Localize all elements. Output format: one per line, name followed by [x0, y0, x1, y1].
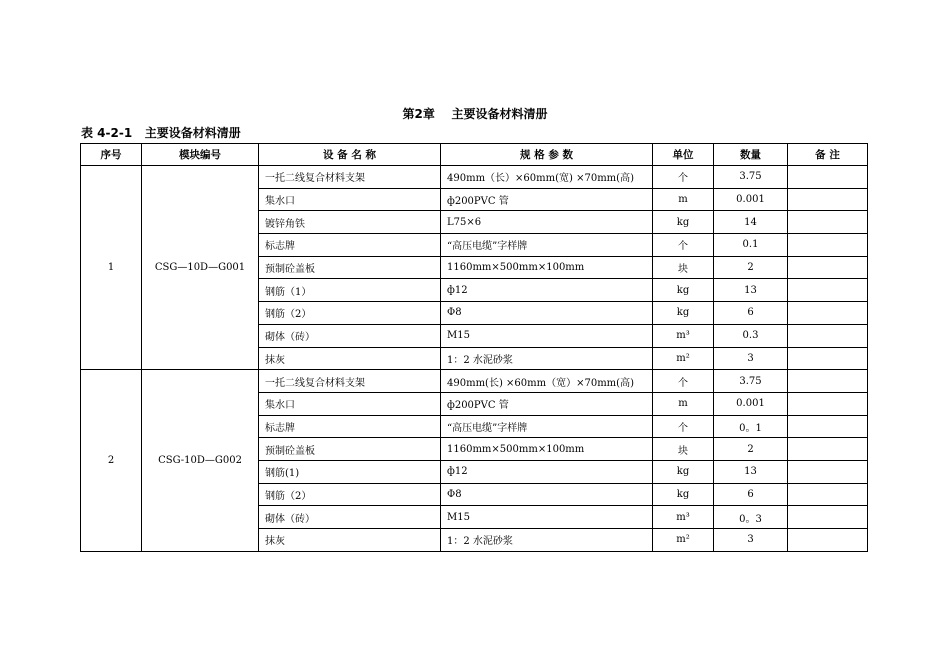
quantity-cell: 0.1 [714, 234, 788, 257]
module-code-cell: CSG-10D—G002 [142, 370, 259, 552]
note-cell [788, 415, 868, 438]
unit-cell: 块 [653, 438, 714, 461]
seq-cell: 2 [81, 370, 142, 552]
equipment-name-cell: 砌体（砖） [259, 324, 441, 347]
note-cell [788, 370, 868, 393]
equipment-name-cell: 集水口 [259, 392, 441, 415]
equipment-name-cell: 钢筋(1) [259, 460, 441, 483]
unit-cell: kg [653, 211, 714, 234]
unit-cell: 个 [653, 370, 714, 393]
note-cell [788, 211, 868, 234]
quantity-cell: 3.75 [714, 370, 788, 393]
materials-table [80, 143, 868, 552]
note-cell [788, 460, 868, 483]
note-cell [788, 347, 868, 370]
column-header-name: 设 备 名 称 [259, 144, 441, 166]
equipment-name-cell: 砌体（砖） [259, 506, 441, 529]
spec-cell: ф12 [441, 279, 653, 302]
quantity-cell: 13 [714, 279, 788, 302]
note-cell [788, 529, 868, 552]
unit-cell: 块 [653, 256, 714, 279]
unit-cell: m² [653, 347, 714, 370]
chapter-title: 第2章 主要设备材料清册 [402, 107, 548, 121]
unit-cell: kg [653, 460, 714, 483]
spec-cell: M15 [441, 506, 653, 529]
equipment-name-cell: 钢筋（2） [259, 302, 441, 325]
note-cell [788, 188, 868, 211]
spec-cell: 490mm（长）×60mm(宽) ×70mm(高) [441, 166, 653, 189]
note-cell [788, 506, 868, 529]
unit-cell: kg [653, 302, 714, 325]
unit-cell: m³ [653, 506, 714, 529]
unit-cell: kg [653, 279, 714, 302]
spec-cell: Φ8 [441, 483, 653, 506]
unit-cell: 个 [653, 234, 714, 257]
note-cell [788, 438, 868, 461]
header-row [81, 144, 868, 166]
quantity-cell: 3.75 [714, 166, 788, 189]
column-header-qty: 数量 [714, 144, 788, 166]
equipment-name-cell: 抹灰 [259, 529, 441, 552]
spec-cell: M15 [441, 324, 653, 347]
quantity-cell: 0.001 [714, 188, 788, 211]
column-header-module: 模块编号 [142, 144, 259, 166]
spec-cell: L75×6 [441, 211, 653, 234]
table-row [81, 166, 868, 189]
quantity-cell: 0。1 [714, 415, 788, 438]
equipment-name-cell: 钢筋（2） [259, 483, 441, 506]
spec-cell: 1160mm×500mm×100mm [441, 438, 653, 461]
spec-cell: ф12 [441, 460, 653, 483]
spec-cell: 490mm(长) ×60mm（宽）×70mm(高) [441, 370, 653, 393]
note-cell [788, 483, 868, 506]
column-header-spec: 规 格 参 数 [441, 144, 653, 166]
note-cell [788, 302, 868, 325]
column-header-seq: 序号 [81, 144, 142, 166]
table-caption: 表 4-2-1 主要设备材料清册 [81, 126, 241, 140]
quantity-cell: 0.3 [714, 324, 788, 347]
quantity-cell: 6 [714, 302, 788, 325]
equipment-name-cell: 抹灰 [259, 347, 441, 370]
spec-cell: ф200PVC 管 [441, 392, 653, 415]
equipment-name-cell: 预制砼盖板 [259, 256, 441, 279]
note-cell [788, 166, 868, 189]
spec-cell: Φ8 [441, 302, 653, 325]
seq-cell: 1 [81, 166, 142, 370]
note-cell [788, 392, 868, 415]
quantity-cell: 6 [714, 483, 788, 506]
spec-cell: “高压电缆”字样牌 [441, 234, 653, 257]
quantity-cell: 3 [714, 347, 788, 370]
equipment-name-cell: 一托二线复合材料支架 [259, 166, 441, 189]
column-header-note: 备 注 [788, 144, 868, 166]
spec-cell: “高压电缆”字样牌 [441, 415, 653, 438]
quantity-cell: 14 [714, 211, 788, 234]
quantity-cell: 2 [714, 438, 788, 461]
spec-cell: ф200PVC 管 [441, 188, 653, 211]
table-row [81, 370, 868, 393]
module-code-cell: CSG—10D—G001 [142, 166, 259, 370]
quantity-cell: 13 [714, 460, 788, 483]
equipment-name-cell: 钢筋（1） [259, 279, 441, 302]
equipment-name-cell: 集水口 [259, 188, 441, 211]
unit-cell: m [653, 188, 714, 211]
quantity-cell: 0.001 [714, 392, 788, 415]
quantity-cell: 3 [714, 529, 788, 552]
equipment-name-cell: 预制砼盖板 [259, 438, 441, 461]
note-cell [788, 279, 868, 302]
spec-cell: 1160mm×500mm×100mm [441, 256, 653, 279]
equipment-name-cell: 一托二线复合材料支架 [259, 370, 441, 393]
quantity-cell: 2 [714, 256, 788, 279]
note-cell [788, 324, 868, 347]
note-cell [788, 256, 868, 279]
equipment-name-cell: 标志牌 [259, 415, 441, 438]
unit-cell: m² [653, 529, 714, 552]
equipment-name-cell: 标志牌 [259, 234, 441, 257]
note-cell [788, 234, 868, 257]
unit-cell: 个 [653, 166, 714, 189]
unit-cell: m [653, 392, 714, 415]
quantity-cell: 0。3 [714, 506, 788, 529]
unit-cell: kg [653, 483, 714, 506]
column-header-unit: 单位 [653, 144, 714, 166]
equipment-name-cell: 镀锌角铁 [259, 211, 441, 234]
spec-cell: 1：2 水泥砂浆 [441, 529, 653, 552]
unit-cell: m³ [653, 324, 714, 347]
spec-cell: 1：2 水泥砂浆 [441, 347, 653, 370]
unit-cell: 个 [653, 415, 714, 438]
table-body [81, 166, 868, 552]
